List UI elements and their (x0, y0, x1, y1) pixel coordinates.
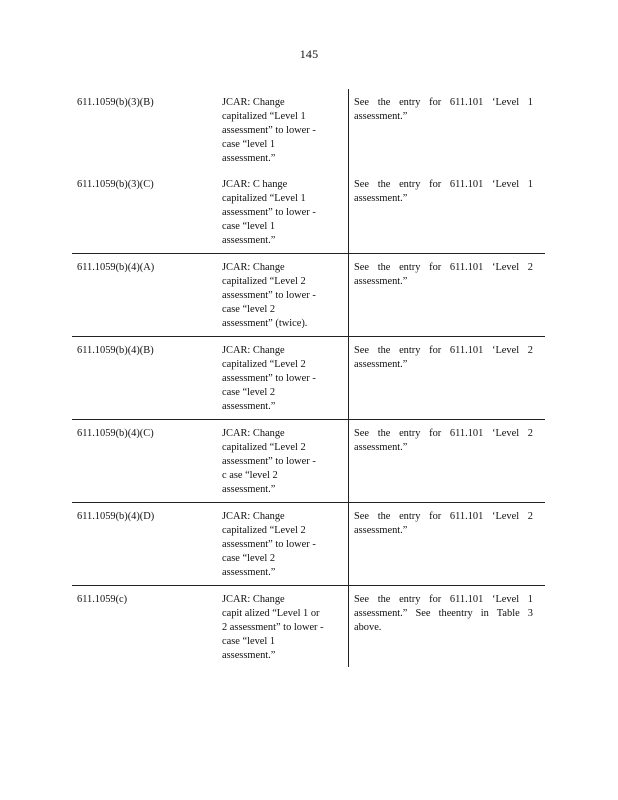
section-cell: 611.1059(c) (77, 594, 128, 605)
table-row (72, 420, 545, 503)
note-cell: See the entry for 611.101 ‘Level 1 assessment.” (348, 89, 545, 171)
section-cell: 611.1059(b)(3)(B) (77, 97, 154, 108)
note-cell: See the entry for 611.101 ‘Level 1 assessment.” See theentry in Table 3 above. (348, 586, 545, 667)
note-cell: See the entry for 611.101 ‘Level 2 assessment.” (348, 503, 545, 585)
revision-cell: JCAR: Change capitalized “Level 2 assessment” to lower - case “level 2 assessment” (twice). (222, 262, 316, 329)
table-row (72, 89, 545, 171)
note-cell: See the entry for 611.101 ‘Level 2 assessment.” (348, 420, 545, 502)
note-cell: See the entry for 611.101 ‘Level 2 assessment.” (348, 254, 545, 336)
revision-cell: JCAR: C hange capitalized “Level 1 assessment” to lower - case “level 1 assessment.” (222, 179, 316, 246)
section-cell: 611.1059(b)(4)(C) (77, 428, 154, 439)
table-row (72, 337, 545, 420)
revision-cell: JCAR: Change capitalized “Level 2 assessment” to lower - c ase “level 2 assessment.” (222, 428, 316, 495)
section-cell: 611.1059(b)(3)(C) (77, 179, 154, 190)
revision-cell: JCAR: Change capitalized “Level 1 assessment” to lower - case “level 1 assessment.” (222, 97, 316, 164)
table-row (72, 254, 545, 337)
revision-cell: JCAR: Change capitalized “Level 2 assessment” to lower - case “level 2 assessment.” (222, 345, 316, 412)
revision-cell: JCAR: Change capit alized “Level 1 or 2 assessment” to lower - case “level 1 assessment.” (222, 594, 324, 661)
section-cell: 611.1059(b)(4)(D) (77, 511, 155, 522)
table-row (72, 585, 545, 667)
revision-cell: JCAR: Change capitalized “Level 2 assessment” to lower - case “level 2 assessment.” (222, 511, 316, 578)
note-cell: See the entry for 611.101 ‘Level 1 assessment.” (348, 171, 545, 253)
note-cell: See the entry for 611.101 ‘Level 2 assessment.” (348, 337, 545, 419)
revision-table (72, 89, 545, 667)
section-cell: 611.1059(b)(4)(A) (77, 262, 155, 273)
table-row (72, 171, 545, 254)
section-cell: 611.1059(b)(4)(B) (77, 345, 154, 356)
table-row (72, 503, 545, 585)
page-number: 145 (299, 47, 319, 61)
